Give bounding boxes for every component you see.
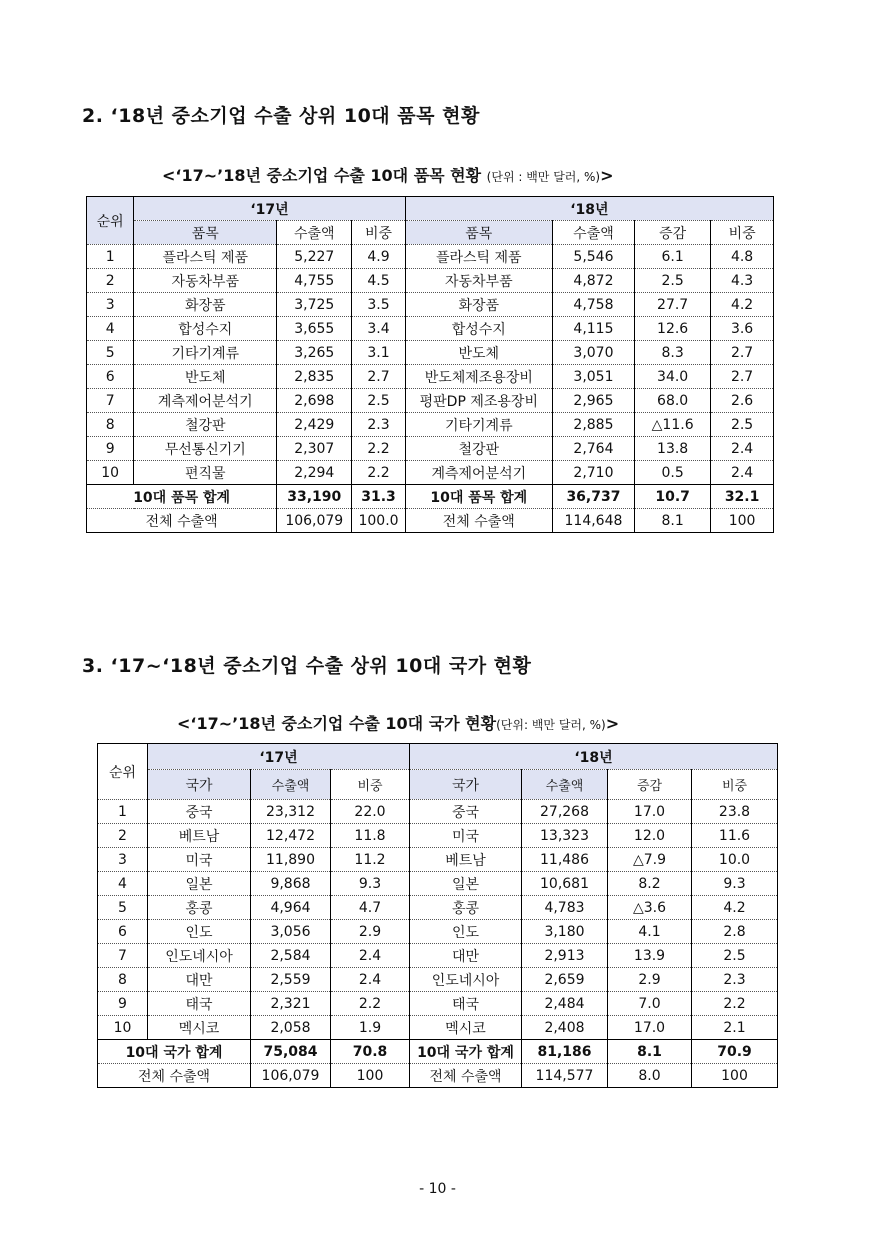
- items-cell-chg18: 8.3: [635, 341, 711, 365]
- items-cell-share17: 4.5: [352, 269, 405, 293]
- items-cell-share17: 2.2: [352, 461, 405, 485]
- section2-caption-unit: (단위 : 백만 달러, %): [486, 170, 601, 184]
- countries-cell-share18: 2.8: [692, 920, 778, 944]
- items-cell-share18: 2.4: [711, 461, 774, 485]
- items-cell-rank: 1: [87, 245, 134, 269]
- countries-header-country18: 국가: [410, 770, 522, 800]
- items-total-all-row: [87, 509, 774, 533]
- items-total-top10-exp18: 36,737: [552, 485, 634, 509]
- items-header-rank: 순위: [87, 197, 134, 245]
- section2-caption: [162, 163, 614, 186]
- countries-total-top10-exp18: 81,186: [522, 1040, 608, 1064]
- items-cell-chg18: 6.1: [635, 245, 711, 269]
- items-cell-item17: 합성수지: [134, 317, 277, 341]
- table-row: [87, 245, 774, 269]
- section2-heading: 2. ‘18년 중소기업 수출 상위 10대 품목 현황: [82, 105, 480, 127]
- items-cell-item18: 자동차부품: [405, 269, 552, 293]
- countries-cell-exp18: 3,180: [522, 920, 608, 944]
- items-cell-exp18: 3,070: [552, 341, 634, 365]
- items-total-all-chg18: 8.1: [635, 509, 711, 533]
- items-cell-share17: 3.5: [352, 293, 405, 317]
- items-cell-share18: 2.7: [711, 341, 774, 365]
- items-cell-rank: 7: [87, 389, 134, 413]
- table-row: [98, 968, 778, 992]
- items-cell-rank: 10: [87, 461, 134, 485]
- countries-cell-rank: 5: [98, 896, 148, 920]
- countries-cell-c18: 멕시코: [410, 1016, 522, 1040]
- countries-cell-exp17: 9,868: [251, 872, 331, 896]
- items-cell-item17: 계측제어분석기: [134, 389, 277, 413]
- countries-cell-chg18: 17.0: [608, 1016, 692, 1040]
- items-cell-item17: 편직물: [134, 461, 277, 485]
- items-cell-share18: 3.6: [711, 317, 774, 341]
- countries-cell-chg18: 7.0: [608, 992, 692, 1016]
- countries-cell-c17: 홍콩: [148, 896, 251, 920]
- items-table: [86, 196, 774, 533]
- section3-caption-title: <‘17~’18년 중소기업 수출 10대 국가 현황: [177, 714, 497, 733]
- countries-cell-c18: 인도: [410, 920, 522, 944]
- countries-cell-exp17: 2,584: [251, 944, 331, 968]
- table-row: [98, 920, 778, 944]
- table-row: [98, 872, 778, 896]
- countries-header-country17: 국가: [148, 770, 251, 800]
- items-cell-share17: 2.2: [352, 437, 405, 461]
- countries-cell-share17: 2.4: [331, 944, 410, 968]
- countries-total-all-label17: 전체 수출액: [98, 1064, 251, 1088]
- items-cell-exp17: 2,698: [277, 389, 352, 413]
- countries-total-top10-label17: 10대 국가 합계: [98, 1040, 251, 1064]
- items-cell-exp17: 2,294: [277, 461, 352, 485]
- items-cell-rank: 3: [87, 293, 134, 317]
- countries-total-all-share17: 100: [331, 1064, 410, 1088]
- items-cell-exp18: 4,758: [552, 293, 634, 317]
- items-cell-share17: 4.9: [352, 245, 405, 269]
- table-row: [98, 896, 778, 920]
- items-cell-share17: 2.5: [352, 389, 405, 413]
- items-cell-exp17: 3,725: [277, 293, 352, 317]
- countries-cell-c18: 태국: [410, 992, 522, 1016]
- countries-cell-share18: 2.3: [692, 968, 778, 992]
- items-total-all-share17: 100.0: [352, 509, 405, 533]
- countries-cell-exp18: 10,681: [522, 872, 608, 896]
- countries-header-share17: 비중: [331, 770, 410, 800]
- countries-cell-chg18: △7.9: [608, 848, 692, 872]
- items-cell-exp18: 4,115: [552, 317, 634, 341]
- items-cell-exp17: 5,227: [277, 245, 352, 269]
- items-cell-item18: 플라스틱 제품: [405, 245, 552, 269]
- items-header-share18: 비중: [711, 221, 774, 245]
- countries-cell-exp17: 2,559: [251, 968, 331, 992]
- countries-cell-share17: 11.2: [331, 848, 410, 872]
- items-cell-chg18: 27.7: [635, 293, 711, 317]
- countries-cell-share18: 9.3: [692, 872, 778, 896]
- countries-cell-c18: 홍콩: [410, 896, 522, 920]
- countries-cell-share18: 2.1: [692, 1016, 778, 1040]
- countries-cell-share17: 1.9: [331, 1016, 410, 1040]
- items-total-top10-label17: 10대 품목 합계: [87, 485, 277, 509]
- items-cell-chg18: 68.0: [635, 389, 711, 413]
- items-cell-share18: 4.2: [711, 293, 774, 317]
- countries-cell-c17: 대만: [148, 968, 251, 992]
- items-cell-rank: 5: [87, 341, 134, 365]
- table-row: [98, 800, 778, 824]
- countries-cell-share18: 10.0: [692, 848, 778, 872]
- countries-total-top10-label18: 10대 국가 합계: [410, 1040, 522, 1064]
- countries-cell-exp18: 27,268: [522, 800, 608, 824]
- page-number: - 10 -: [419, 1181, 456, 1197]
- items-cell-item18: 화장품: [405, 293, 552, 317]
- items-header-item18: 품목: [405, 221, 552, 245]
- items-header-y18: ‘18년: [405, 197, 773, 221]
- countries-cell-rank: 8: [98, 968, 148, 992]
- items-cell-exp18: 2,764: [552, 437, 634, 461]
- items-cell-share18: 2.4: [711, 437, 774, 461]
- table-row: [87, 389, 774, 413]
- items-cell-rank: 2: [87, 269, 134, 293]
- table-row: [87, 341, 774, 365]
- countries-cell-exp18: 2,913: [522, 944, 608, 968]
- countries-cell-share17: 2.2: [331, 992, 410, 1016]
- countries-header-share18: 비중: [692, 770, 778, 800]
- items-header-row-2: [87, 221, 774, 245]
- items-total-all-exp17: 106,079: [277, 509, 352, 533]
- countries-cell-rank: 2: [98, 824, 148, 848]
- countries-table: [97, 743, 778, 1088]
- items-total-top10-exp17: 33,190: [277, 485, 352, 509]
- countries-cell-chg18: △3.6: [608, 896, 692, 920]
- countries-cell-exp18: 13,323: [522, 824, 608, 848]
- items-cell-share18: 4.3: [711, 269, 774, 293]
- countries-header-rank: 순위: [98, 744, 148, 800]
- countries-header-change18: 증감: [608, 770, 692, 800]
- countries-cell-share17: 11.8: [331, 824, 410, 848]
- items-cell-exp17: 4,755: [277, 269, 352, 293]
- section2-caption-title: <‘17~’18년 중소기업 수출 10대 품목 현황: [162, 166, 487, 185]
- countries-cell-exp18: 4,783: [522, 896, 608, 920]
- countries-total-all-exp17: 106,079: [251, 1064, 331, 1088]
- items-cell-item18: 반도체: [405, 341, 552, 365]
- items-cell-item18: 합성수지: [405, 317, 552, 341]
- countries-cell-share17: 22.0: [331, 800, 410, 824]
- items-header-export18: 수출액: [552, 221, 634, 245]
- countries-cell-exp17: 2,321: [251, 992, 331, 1016]
- countries-cell-c18: 중국: [410, 800, 522, 824]
- countries-header-y17: ‘17년: [148, 744, 410, 770]
- items-cell-exp18: 2,710: [552, 461, 634, 485]
- countries-cell-rank: 10: [98, 1016, 148, 1040]
- items-cell-exp18: 5,546: [552, 245, 634, 269]
- countries-total-top10-share17: 70.8: [331, 1040, 410, 1064]
- countries-cell-exp17: 4,964: [251, 896, 331, 920]
- items-cell-chg18: 34.0: [635, 365, 711, 389]
- items-cell-item17: 무선통신기기: [134, 437, 277, 461]
- countries-cell-share18: 23.8: [692, 800, 778, 824]
- countries-cell-exp18: 2,408: [522, 1016, 608, 1040]
- countries-cell-share17: 4.7: [331, 896, 410, 920]
- table-row: [98, 824, 778, 848]
- countries-cell-share18: 11.6: [692, 824, 778, 848]
- countries-cell-c17: 베트남: [148, 824, 251, 848]
- countries-total-all-share18: 100: [692, 1064, 778, 1088]
- countries-cell-rank: 1: [98, 800, 148, 824]
- countries-cell-exp18: 2,659: [522, 968, 608, 992]
- items-header-change18: 증감: [635, 221, 711, 245]
- countries-total-top10-exp17: 75,084: [251, 1040, 331, 1064]
- countries-cell-rank: 6: [98, 920, 148, 944]
- items-cell-item17: 자동차부품: [134, 269, 277, 293]
- items-cell-exp18: 3,051: [552, 365, 634, 389]
- items-cell-rank: 9: [87, 437, 134, 461]
- countries-cell-c18: 베트남: [410, 848, 522, 872]
- items-cell-item17: 반도체: [134, 365, 277, 389]
- items-cell-rank: 6: [87, 365, 134, 389]
- items-cell-share18: 2.6: [711, 389, 774, 413]
- items-total-all-label18: 전체 수출액: [405, 509, 552, 533]
- items-total-all-exp18: 114,648: [552, 509, 634, 533]
- table-row: [87, 365, 774, 389]
- countries-cell-chg18: 13.9: [608, 944, 692, 968]
- items-cell-share17: 3.4: [352, 317, 405, 341]
- items-cell-rank: 8: [87, 413, 134, 437]
- countries-cell-c17: 인도: [148, 920, 251, 944]
- countries-header-row-2: [98, 770, 778, 800]
- items-header-item17: 품목: [134, 221, 277, 245]
- items-total-top10-row: [87, 485, 774, 509]
- countries-cell-rank: 3: [98, 848, 148, 872]
- countries-cell-share18: 2.2: [692, 992, 778, 1016]
- items-cell-share17: 3.1: [352, 341, 405, 365]
- countries-total-top10-row: [98, 1040, 778, 1064]
- section3-caption-unit: (단위: 백만 달러, %): [496, 718, 606, 732]
- countries-cell-exp17: 23,312: [251, 800, 331, 824]
- countries-cell-share18: 4.2: [692, 896, 778, 920]
- countries-cell-exp18: 2,484: [522, 992, 608, 1016]
- countries-cell-c18: 미국: [410, 824, 522, 848]
- items-cell-item17: 플라스틱 제품: [134, 245, 277, 269]
- countries-cell-rank: 9: [98, 992, 148, 1016]
- items-header-share17: 비중: [352, 221, 405, 245]
- table-row: [98, 992, 778, 1016]
- countries-cell-chg18: 12.0: [608, 824, 692, 848]
- items-cell-rank: 4: [87, 317, 134, 341]
- countries-total-top10-share18: 70.9: [692, 1040, 778, 1064]
- countries-cell-c17: 멕시코: [148, 1016, 251, 1040]
- items-cell-exp17: 3,265: [277, 341, 352, 365]
- items-cell-chg18: 2.5: [635, 269, 711, 293]
- table-row: [87, 437, 774, 461]
- items-cell-share18: 2.7: [711, 365, 774, 389]
- items-total-top10-share17: 31.3: [352, 485, 405, 509]
- items-cell-item17: 기타기계류: [134, 341, 277, 365]
- table-row: [87, 461, 774, 485]
- table-row: [87, 269, 774, 293]
- countries-cell-exp17: 3,056: [251, 920, 331, 944]
- countries-cell-chg18: 2.9: [608, 968, 692, 992]
- items-cell-exp17: 3,655: [277, 317, 352, 341]
- countries-header-y18: ‘18년: [410, 744, 778, 770]
- countries-cell-exp18: 11,486: [522, 848, 608, 872]
- items-cell-share17: 2.7: [352, 365, 405, 389]
- table-row: [87, 413, 774, 437]
- items-cell-exp17: 2,307: [277, 437, 352, 461]
- items-header-row-1: [87, 197, 774, 221]
- items-cell-item17: 화장품: [134, 293, 277, 317]
- table-row: [87, 293, 774, 317]
- countries-cell-rank: 7: [98, 944, 148, 968]
- countries-cell-c17: 중국: [148, 800, 251, 824]
- countries-total-top10-chg18: 8.1: [608, 1040, 692, 1064]
- section2-caption-end: >: [600, 166, 614, 185]
- items-cell-share18: 4.8: [711, 245, 774, 269]
- items-cell-exp18: 2,885: [552, 413, 634, 437]
- items-cell-item18: 철강판: [405, 437, 552, 461]
- items-cell-exp18: 4,872: [552, 269, 634, 293]
- countries-cell-c18: 일본: [410, 872, 522, 896]
- items-total-all-label17: 전체 수출액: [87, 509, 277, 533]
- table-row: [98, 848, 778, 872]
- countries-cell-c17: 미국: [148, 848, 251, 872]
- countries-cell-c18: 대만: [410, 944, 522, 968]
- section3-heading: 3. ‘17~‘18년 중소기업 수출 상위 10대 국가 현황: [82, 655, 532, 677]
- items-header-export17: 수출액: [277, 221, 352, 245]
- table-row: [87, 317, 774, 341]
- items-total-top10-chg18: 10.7: [635, 485, 711, 509]
- countries-header-row-1: [98, 744, 778, 770]
- countries-cell-exp17: 12,472: [251, 824, 331, 848]
- countries-cell-share17: 2.4: [331, 968, 410, 992]
- countries-header-export18: 수출액: [522, 770, 608, 800]
- items-cell-share17: 2.3: [352, 413, 405, 437]
- countries-header-export17: 수출액: [251, 770, 331, 800]
- countries-cell-chg18: 8.2: [608, 872, 692, 896]
- items-cell-item18: 기타기계류: [405, 413, 552, 437]
- items-total-top10-share18: 32.1: [711, 485, 774, 509]
- items-cell-chg18: △11.6: [635, 413, 711, 437]
- countries-total-all-chg18: 8.0: [608, 1064, 692, 1088]
- countries-total-all-exp18: 114,577: [522, 1064, 608, 1088]
- items-total-top10-label18: 10대 품목 합계: [405, 485, 552, 509]
- countries-cell-share18: 2.5: [692, 944, 778, 968]
- countries-cell-chg18: 4.1: [608, 920, 692, 944]
- items-cell-exp17: 2,835: [277, 365, 352, 389]
- items-cell-chg18: 0.5: [635, 461, 711, 485]
- items-cell-exp18: 2,965: [552, 389, 634, 413]
- items-total-all-share18: 100: [711, 509, 774, 533]
- countries-cell-share17: 2.9: [331, 920, 410, 944]
- countries-cell-c17: 인도네시아: [148, 944, 251, 968]
- items-cell-chg18: 13.8: [635, 437, 711, 461]
- countries-cell-share17: 9.3: [331, 872, 410, 896]
- countries-cell-exp17: 11,890: [251, 848, 331, 872]
- items-cell-item17: 철강판: [134, 413, 277, 437]
- countries-cell-exp17: 2,058: [251, 1016, 331, 1040]
- items-cell-chg18: 12.6: [635, 317, 711, 341]
- countries-cell-rank: 4: [98, 872, 148, 896]
- table-row: [98, 944, 778, 968]
- items-cell-item18: 평판DP 제조용장비: [405, 389, 552, 413]
- countries-cell-c17: 일본: [148, 872, 251, 896]
- items-cell-share18: 2.5: [711, 413, 774, 437]
- table-row: [98, 1016, 778, 1040]
- countries-cell-c18: 인도네시아: [410, 968, 522, 992]
- countries-total-all-label18: 전체 수출액: [410, 1064, 522, 1088]
- countries-cell-chg18: 17.0: [608, 800, 692, 824]
- items-header-y17: ‘17년: [134, 197, 405, 221]
- items-cell-item18: 계측제어분석기: [405, 461, 552, 485]
- items-cell-item18: 반도체제조용장비: [405, 365, 552, 389]
- countries-cell-c17: 태국: [148, 992, 251, 1016]
- items-cell-exp17: 2,429: [277, 413, 352, 437]
- section3-caption-end: >: [605, 714, 620, 733]
- section3-caption: [177, 711, 619, 734]
- countries-total-all-row: [98, 1064, 778, 1088]
